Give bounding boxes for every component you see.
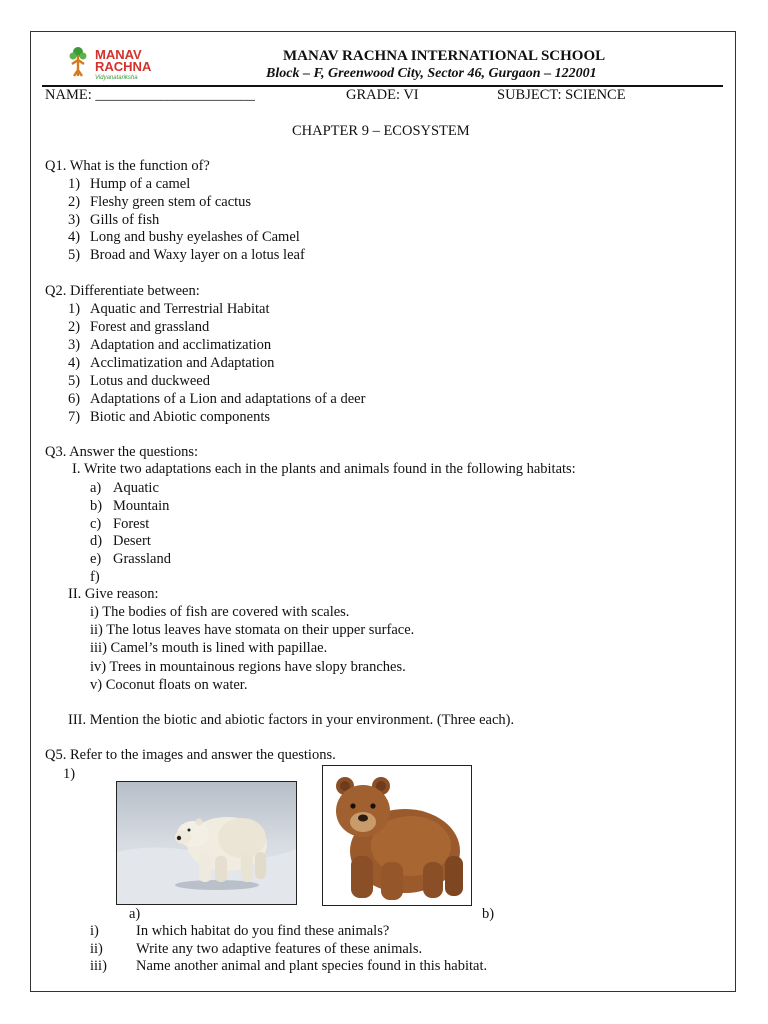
item-number: 3) (68, 211, 81, 228)
q1-item (68, 247, 305, 264)
item-text: Hump of a camel (90, 176, 191, 192)
item-text: Broad and Waxy layer on a lotus leaf (90, 247, 305, 264)
item-number: 4) (68, 229, 81, 246)
image-b-label: b) (482, 906, 495, 922)
svg-text:Vidyanatariksha: Vidyanatariksha (95, 75, 138, 81)
item-number: 1) (68, 301, 81, 317)
item-number: 2) (68, 319, 81, 335)
q3-part3-heading: III. Mention the biotic and abiotic factors in your environment. (Three each). (68, 712, 515, 728)
q1-item (68, 176, 190, 193)
school-logo (68, 46, 164, 82)
item-number: a) (90, 480, 102, 496)
item-number: b) (90, 497, 103, 514)
item-number: 2) (68, 193, 81, 210)
habitat-item (90, 569, 113, 586)
school-name: MANAV RACHNA INTERNATIONAL SCHOOL (283, 48, 606, 64)
polar-bear-image (116, 781, 297, 905)
item-number: 4) (68, 355, 81, 371)
item-text: Adaptations of a Lion and adaptations of a deer (90, 391, 366, 407)
item-number: 1) (68, 176, 81, 192)
q5-question (90, 941, 422, 958)
reason-item: v) Coconut floats on water. (90, 676, 248, 693)
item-text: Gills of fish (90, 211, 160, 228)
item-text: Forest (113, 515, 150, 532)
item-number: 5) (68, 373, 81, 389)
subject-label: SUBJECT: SCIENCE (497, 87, 626, 103)
habitat-item (90, 516, 149, 533)
q2-item (68, 391, 365, 408)
q1-heading: Q1. What is the function of? (45, 158, 210, 174)
chapter-title: CHAPTER 9 – ECOSYSTEM (292, 123, 470, 139)
item-number: e) (90, 551, 102, 568)
item-text: Write any two adaptive features of these animals. (136, 940, 423, 957)
name-field-label: NAME: ______________________ (45, 87, 255, 103)
item-number: 3) (68, 337, 81, 353)
q3-part1-heading: I. Write two adaptations each in the plants and animals found in the following habitats: (72, 461, 576, 477)
q2-item (68, 373, 210, 390)
image-a-label: a) (129, 906, 141, 922)
q2-item (68, 355, 274, 372)
item-text: Aquatic and Terrestrial Habitat (90, 301, 270, 317)
q2-item (68, 409, 270, 426)
reason-item: iv) Trees in mountainous regions have slopy branches. (90, 658, 406, 675)
item-text: Lotus and duckweed (90, 373, 210, 389)
item-number: c) (90, 515, 102, 532)
grade-label: GRADE: VI (346, 87, 419, 103)
item-text: Long and bushy eyelashes of Camel (90, 229, 300, 246)
item-text: Desert (113, 533, 151, 550)
item-text: Aquatic (113, 480, 159, 496)
item-number: 5) (68, 247, 81, 264)
q2-item (68, 319, 209, 336)
item-text: In which habitat do you find these animals? (136, 923, 390, 939)
q5-question (90, 923, 389, 940)
q2-heading: Q2. Differentiate between: (45, 283, 200, 299)
habitat-item (90, 480, 159, 497)
q1-item (68, 194, 251, 211)
item-text: Adaptation and acclimatization (90, 337, 272, 353)
q2-item (68, 301, 270, 318)
svg-text:RACHNA: RACHNA (95, 59, 152, 74)
item-number: f) (90, 569, 100, 585)
item-text: Acclimatization and Adaptation (90, 355, 275, 371)
q5-question (90, 958, 487, 975)
item-text: Biotic and Abiotic components (90, 409, 271, 425)
reason-item: ii) The lotus leaves have stomata on their upper surface. (90, 622, 415, 639)
svg-text:MANAV: MANAV (95, 47, 142, 62)
item-number: 7) (68, 409, 81, 425)
item-number: ii) (90, 940, 103, 957)
q5-subnum: 1) (63, 766, 76, 782)
item-text: Fleshy green stem of cactus (90, 193, 252, 210)
habitat-item (90, 498, 169, 515)
q3-heading: Q3. Answer the questions: (45, 444, 199, 460)
item-number: i) (90, 923, 99, 939)
item-number: 6) (68, 391, 81, 407)
q2-item (68, 337, 271, 354)
q3-part2-heading: II. Give reason: (68, 586, 159, 602)
brown-bear-image (322, 765, 472, 906)
school-address: Block – F, Greenwood City, Sector 46, Gurgaon – 122001 (266, 66, 597, 81)
item-number: d) (90, 533, 103, 550)
item-text: Mountain (113, 497, 170, 514)
q1-item (68, 229, 300, 246)
habitat-item (90, 533, 151, 550)
item-number: iii) (90, 958, 107, 975)
item-text: Name another animal and plant species found in this habitat. (136, 958, 488, 975)
q1-item (68, 212, 159, 229)
item-text: Grassland (113, 551, 171, 568)
habitat-item (90, 551, 171, 568)
reason-item: i) The bodies of fish are covered with scales. (90, 604, 350, 620)
item-text: Forest and grassland (90, 319, 210, 335)
q5-heading: Q5. Refer to the images and answer the questions. (45, 747, 336, 763)
reason-item: iii) Camel’s mouth is lined with papillae. (90, 640, 328, 657)
